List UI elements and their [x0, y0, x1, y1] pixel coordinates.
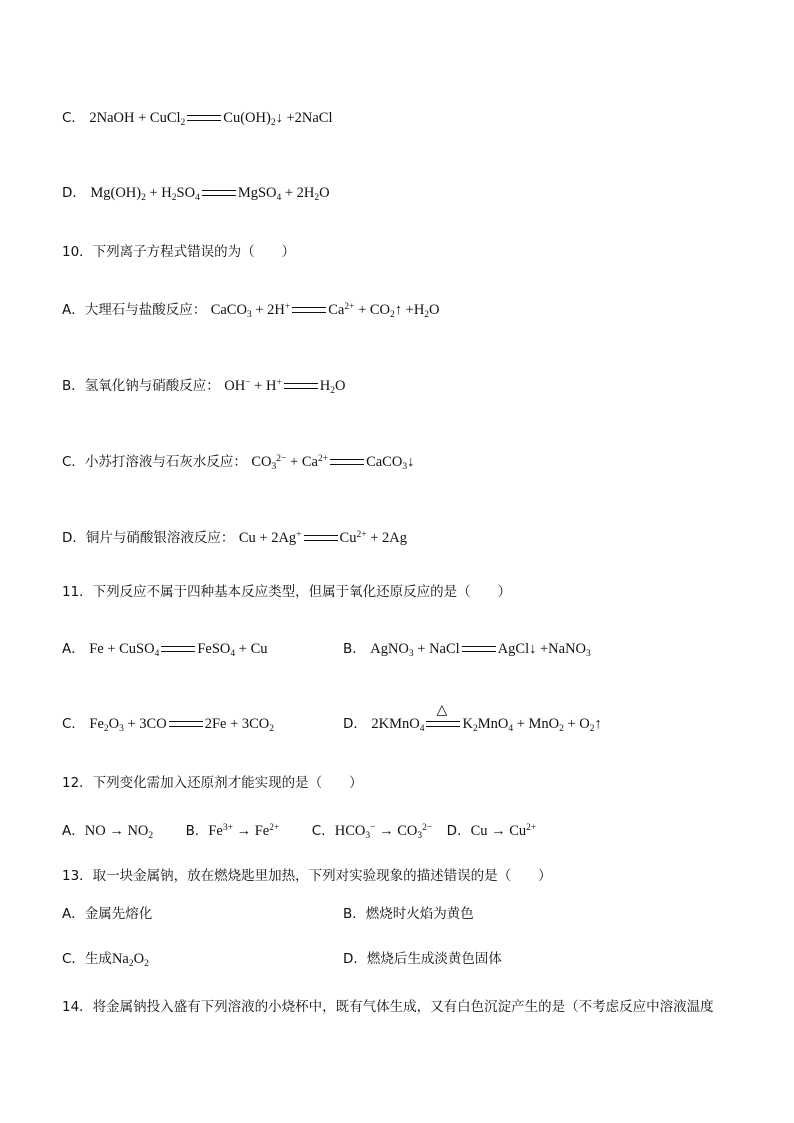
q10-option-b: B．氢氧化钠与硝酸反应： OH− + H+ $H_2O$ — [62, 378, 346, 396]
formula: AgNO$_3$ + NaCl AgCl↓ +NaNO$_3$ — [370, 641, 591, 659]
q11-options-cd — [62, 701, 742, 739]
formula: $Fe_2O_3 + 3CO$ $2Fe + 3CO_2$ — [89, 716, 275, 734]
q13-option-b: B．燃烧时火焰为黄色 — [343, 906, 474, 922]
formula: Cu + 2Ag+ $Cu^{2+} + 2Ag$ — [238, 530, 407, 546]
q13-option-a: A．金属先熔化 — [62, 906, 153, 922]
formula: OH− + H+ $H_2O$ — [224, 378, 346, 396]
formula: Fe + CuSO$_4$ FeSO$_4$ + Cu — [89, 641, 268, 659]
formula: 2NaOH + CuCl$_2$ $Cu(OH)_2↓$ +2NaCl — [89, 110, 333, 128]
q13-option-d: D．燃烧后生成淡黄色固体 — [343, 951, 502, 967]
q11-option-d: D． 2KMnO$_4$ △ $K_2MnO_4 + MnO_2$ + $O_2↑$ — [343, 701, 602, 734]
q11-stem: 11．下列反应不属于四种基本反应类型，但属于氧化还原反应的是（ ） — [62, 584, 512, 600]
q12-option-d: D．$Cu \to Cu^{2+}$ — [446, 823, 537, 839]
q13-option-c: C．生成$Na_2O_2$ — [62, 951, 149, 969]
q11-option-b: B． AgNO$_3$ + NaCl AgCl↓ +NaNO$_3$ — [343, 641, 591, 659]
q13-options-ab — [62, 904, 742, 924]
q13-options-cd — [62, 949, 742, 974]
q10-stem: 10．下列离子方程式错误的为（ ） — [62, 244, 296, 260]
formula: $CO_3^{2-} + Ca^{2+}$ CaCO$_3$↓ — [251, 454, 415, 472]
q10-option-a: A．大理石与盐酸反应： CaCO$_3$ + 2H+ $Ca^{2+}$ + $CO_2↑ +H_2O$ — [62, 302, 440, 320]
q10-option-c: C．小苏打溶液与石灰水反应： $CO_3^{2-} + Ca^{2+}$ CaCO$_3$↓ — [62, 454, 415, 472]
q9-option-c: C． 2NaOH + CuCl$_2$ $Cu(OH)_2↓$ +2NaCl — [62, 110, 333, 128]
formula: 2KMnO$_4$ △ $K_2MnO_4 + MnO_2$ + $O_2↑$ — [371, 701, 602, 734]
q11-option-c: C． $Fe_2O_3 + 3CO$ $2Fe + 3CO_2$ — [62, 716, 275, 734]
q11-option-a: A． Fe + CuSO$_4$ FeSO$_4$ + Cu — [62, 641, 268, 659]
formula: $Mg(OH)_2 + H_2SO_4$ MgSO$_4$ + $2H_2O$ — [90, 185, 330, 203]
q12-options — [62, 818, 536, 846]
q12-option-c: C．$HCO_3^- \to CO_3^{2-}$ — [311, 823, 433, 841]
heating-condition-icon: △ — [426, 721, 460, 727]
q9-option-d: D． $Mg(OH)_2 + H_2SO_4$ MgSO$_4$ + $2H_2O$ — [62, 185, 330, 203]
q13-stem: 13．取一块金属钠，放在燃烧匙里加热，下列对实验现象的描述错误的是（ ） — [62, 868, 552, 884]
q10-option-d: D．铜片与硝酸银溶液反应： Cu + 2Ag+ $Cu^{2+} + 2Ag$ — [62, 530, 407, 546]
q12-stem: 12．下列变化需加入还原剂才能实现的是（ ） — [62, 775, 363, 791]
formula: CaCO$_3$ + 2H+ $Ca^{2+}$ + $CO_2↑ +H_2O$ — [210, 302, 440, 320]
q12-option-a: A．NO → $NO_2$ — [62, 823, 154, 841]
q14-stem: 14．将金属钠投入盛有下列溶液的小烧杯中，既有气体生成，又有白色沉淀产生的是（不考虑反应中溶液温度 — [62, 999, 714, 1015]
q12-option-b: B．$Fe^{3+} \to Fe^{2+}$ — [185, 823, 280, 839]
q11-options-ab — [62, 639, 742, 664]
